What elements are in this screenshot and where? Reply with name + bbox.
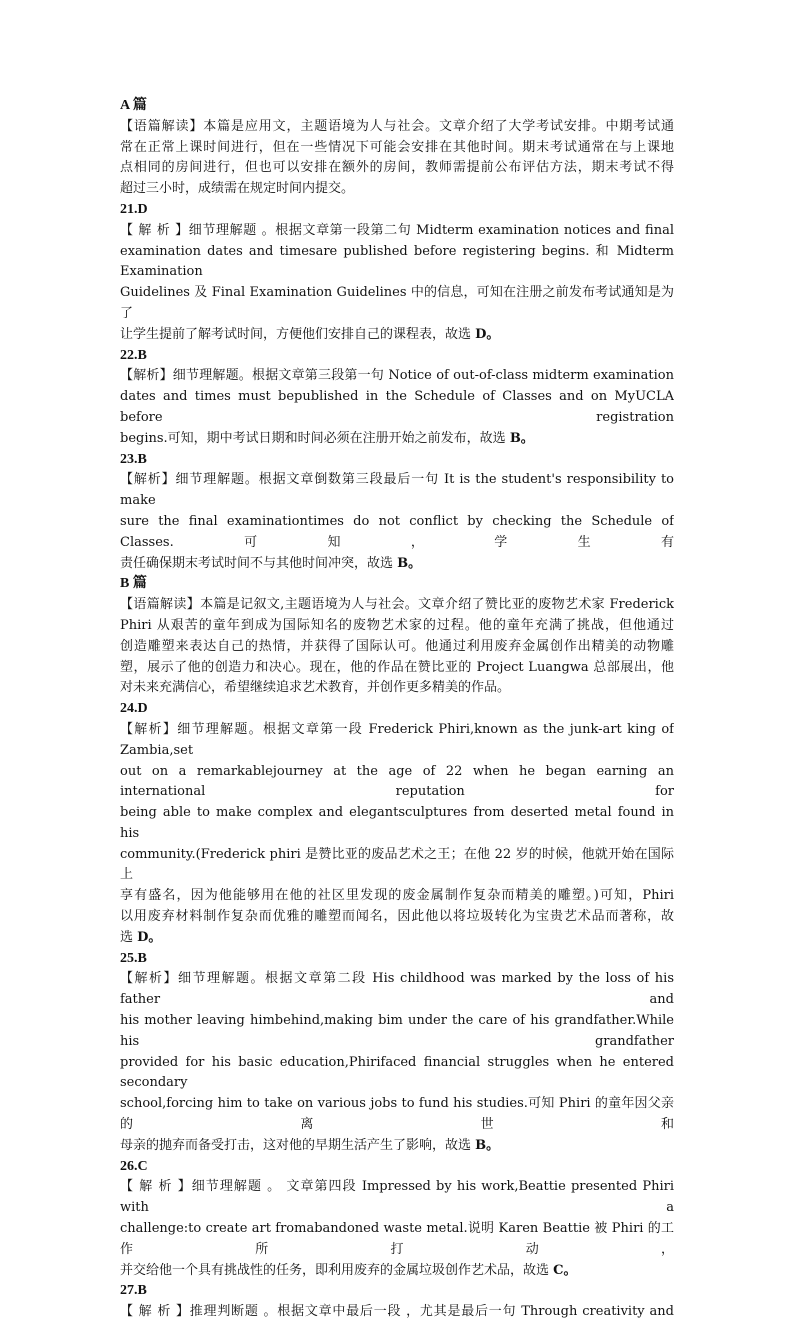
document-page <box>120 96 674 1323</box>
answer-letter: D。 <box>137 929 162 945</box>
explanation-line: 母亲的抛弃而备受打击，这对他的早期生活产生了影响，故选 B。 <box>120 1137 500 1153</box>
explanation-line: sure the final examinationtimes do not conflict by checking the Schedule of Classes.可知，学生有 <box>120 513 674 550</box>
explanation-line: challenge:to create art fromabandoned waste metal.说明 Karen Beattie 被 Phiri 的工作所打动， <box>120 1221 674 1257</box>
explanation-line: 【 解 析 】推理判断题 。根据文章中最后一段 ，尤其是最后一句 Through creativity and <box>120 1304 674 1320</box>
explanation-line: community.(Frederick phiri 是赞比亚的废品艺术之王；在他 22 岁的时候，他就开始在国际上 <box>120 846 674 883</box>
explanation-line: 让学生提前了解考试时间，方便他们安排自己的课程表，故选 D。 <box>120 326 500 342</box>
intro-line: 超过三小时，成绩需在规定时间内提交。 <box>120 181 355 197</box>
answer-letter: C。 <box>553 1262 577 1278</box>
intro-line: 对未来充满信心，希望继续追求艺术教育，并创作更多精美的作品。 <box>120 680 511 696</box>
intro-line: 常在正常上课时间进行，但在一些情况下可能会安排在其他时间。期末考试通常在与上课地 <box>120 139 674 155</box>
explanation-line: 并交给他一个具有挑战性的任务，即利用废弃的金属垃圾创作艺术品，故选 C。 <box>120 1262 577 1278</box>
explanation-line: provided for his basic education,Phirifaced financial struggles when he entered secondary <box>120 1054 674 1091</box>
answer-letter: B。 <box>475 1137 500 1153</box>
explanation-line: 【解析】细节理解题。根据文章第一段 Frederick Phiri,known as the junk-art king of Zambia,set <box>120 721 674 758</box>
explanation-line: begins.可知，期中考试日期和时间必须在注册开始之前发布，故选 B。 <box>120 430 534 446</box>
explanation-line: Guidelines 及 Final Examination Guidelines 中的信息，可知在注册之前发布考试通知是为了 <box>120 285 674 321</box>
answer-label: 21.D <box>120 201 148 217</box>
answer-letter: B。 <box>509 430 534 446</box>
explanation-line: 【解析】细节理解题。根据文章第三段第一句 Notice of out-of-class midterm examination <box>120 368 674 384</box>
explanation-line: 【 解 析 】细节理解题 。根据文章第一段第二句 Midterm examination notices and final <box>120 222 674 238</box>
explanation-line: out on a remarkablejourney at the age of 22 when he began earning an international reputation for <box>120 763 674 800</box>
answer-letter: B。 <box>397 555 422 571</box>
answer-label: 23.B <box>120 451 147 467</box>
answer-letter: D。 <box>475 326 500 342</box>
answer-label: 27.B <box>120 1283 147 1299</box>
answer-label: 26.C <box>120 1158 148 1174</box>
explanation-line: 选 D。 <box>120 929 162 945</box>
explanation-line: 享有盛名，因为他能够用在他的社区里发现的废金属制作复杂而精美的雕塑。)可知，Phiri <box>120 888 674 904</box>
explanation-line: being able to make complex and elegantsculptures from deserted metal found in his <box>120 805 674 841</box>
intro-line: 创造雕塑来表达自己的热情，并获得了国际认可。他通过利用废弃金属创作出精美的动物雕 <box>120 638 674 654</box>
intro-line: 塑，展示了他的创造力和决心。现在，他的作品在赞比亚的 Project Luangwa 总部展出，他 <box>120 659 674 675</box>
answer-label: 24.D <box>120 701 148 717</box>
explanation-line: 以用废弃材料制作复杂而优雅的雕塑而闻名，因此他以将垃圾转化为宝贵艺术品而著称，故 <box>120 909 674 925</box>
explanation-line: his mother leaving himbehind,making bim under the care of his grandfather.While his grandfather <box>120 1013 674 1049</box>
intro-line: 【语篇解读】本篇是应用文，主题语境为人与社会。文章介绍了大学考试安排。中期考试通 <box>120 118 674 134</box>
intro-line: 点相同的房间进行，但也可以安排在额外的房间，教师需提前公布评估方法，期末考试不得 <box>120 160 674 176</box>
explanation-line: 【解析】细节理解题。根据文章第二段 His childhood was marked by the loss of his father and <box>120 971 674 1008</box>
section-heading-a: A 篇 <box>120 98 147 113</box>
explanation-line: 【 解 析 】细节理解题 。 文章第四段 Impressed by his work,Beattie presented Phiri with a <box>120 1179 674 1216</box>
intro-line: 【语篇解读】本篇是记叙文,主题语境为人与社会。文章介绍了赞比亚的废物艺术家 Frederick <box>120 597 674 613</box>
explanation-line: examination dates and timesare published before registering begins. 和 Midterm Examination <box>120 243 674 280</box>
explanation-line: dates and times must bepublished in the Schedule of Classes and on MyUCLA before registration <box>120 389 674 425</box>
answer-label: 22.B <box>120 347 147 363</box>
explanation-line: school,forcing him to take on various jobs to fund his studies.可知 Phiri 的童年因父亲的离世和 <box>120 1096 674 1133</box>
explanation-line: 【解析】细节理解题。根据文章倒数第三段最后一句 It is the student's responsibility to make <box>120 472 674 509</box>
explanation-line: 责任确保期末考试时间不与其他时间冲突，故选 B。 <box>120 555 422 571</box>
intro-line: Phiri 从艰苦的童年到成为国际知名的废物艺术家的过程。他的童年充满了挑战，但他通过 <box>120 617 674 633</box>
section-heading-b: B 篇 <box>120 576 147 592</box>
answer-label: 25.B <box>120 950 147 966</box>
